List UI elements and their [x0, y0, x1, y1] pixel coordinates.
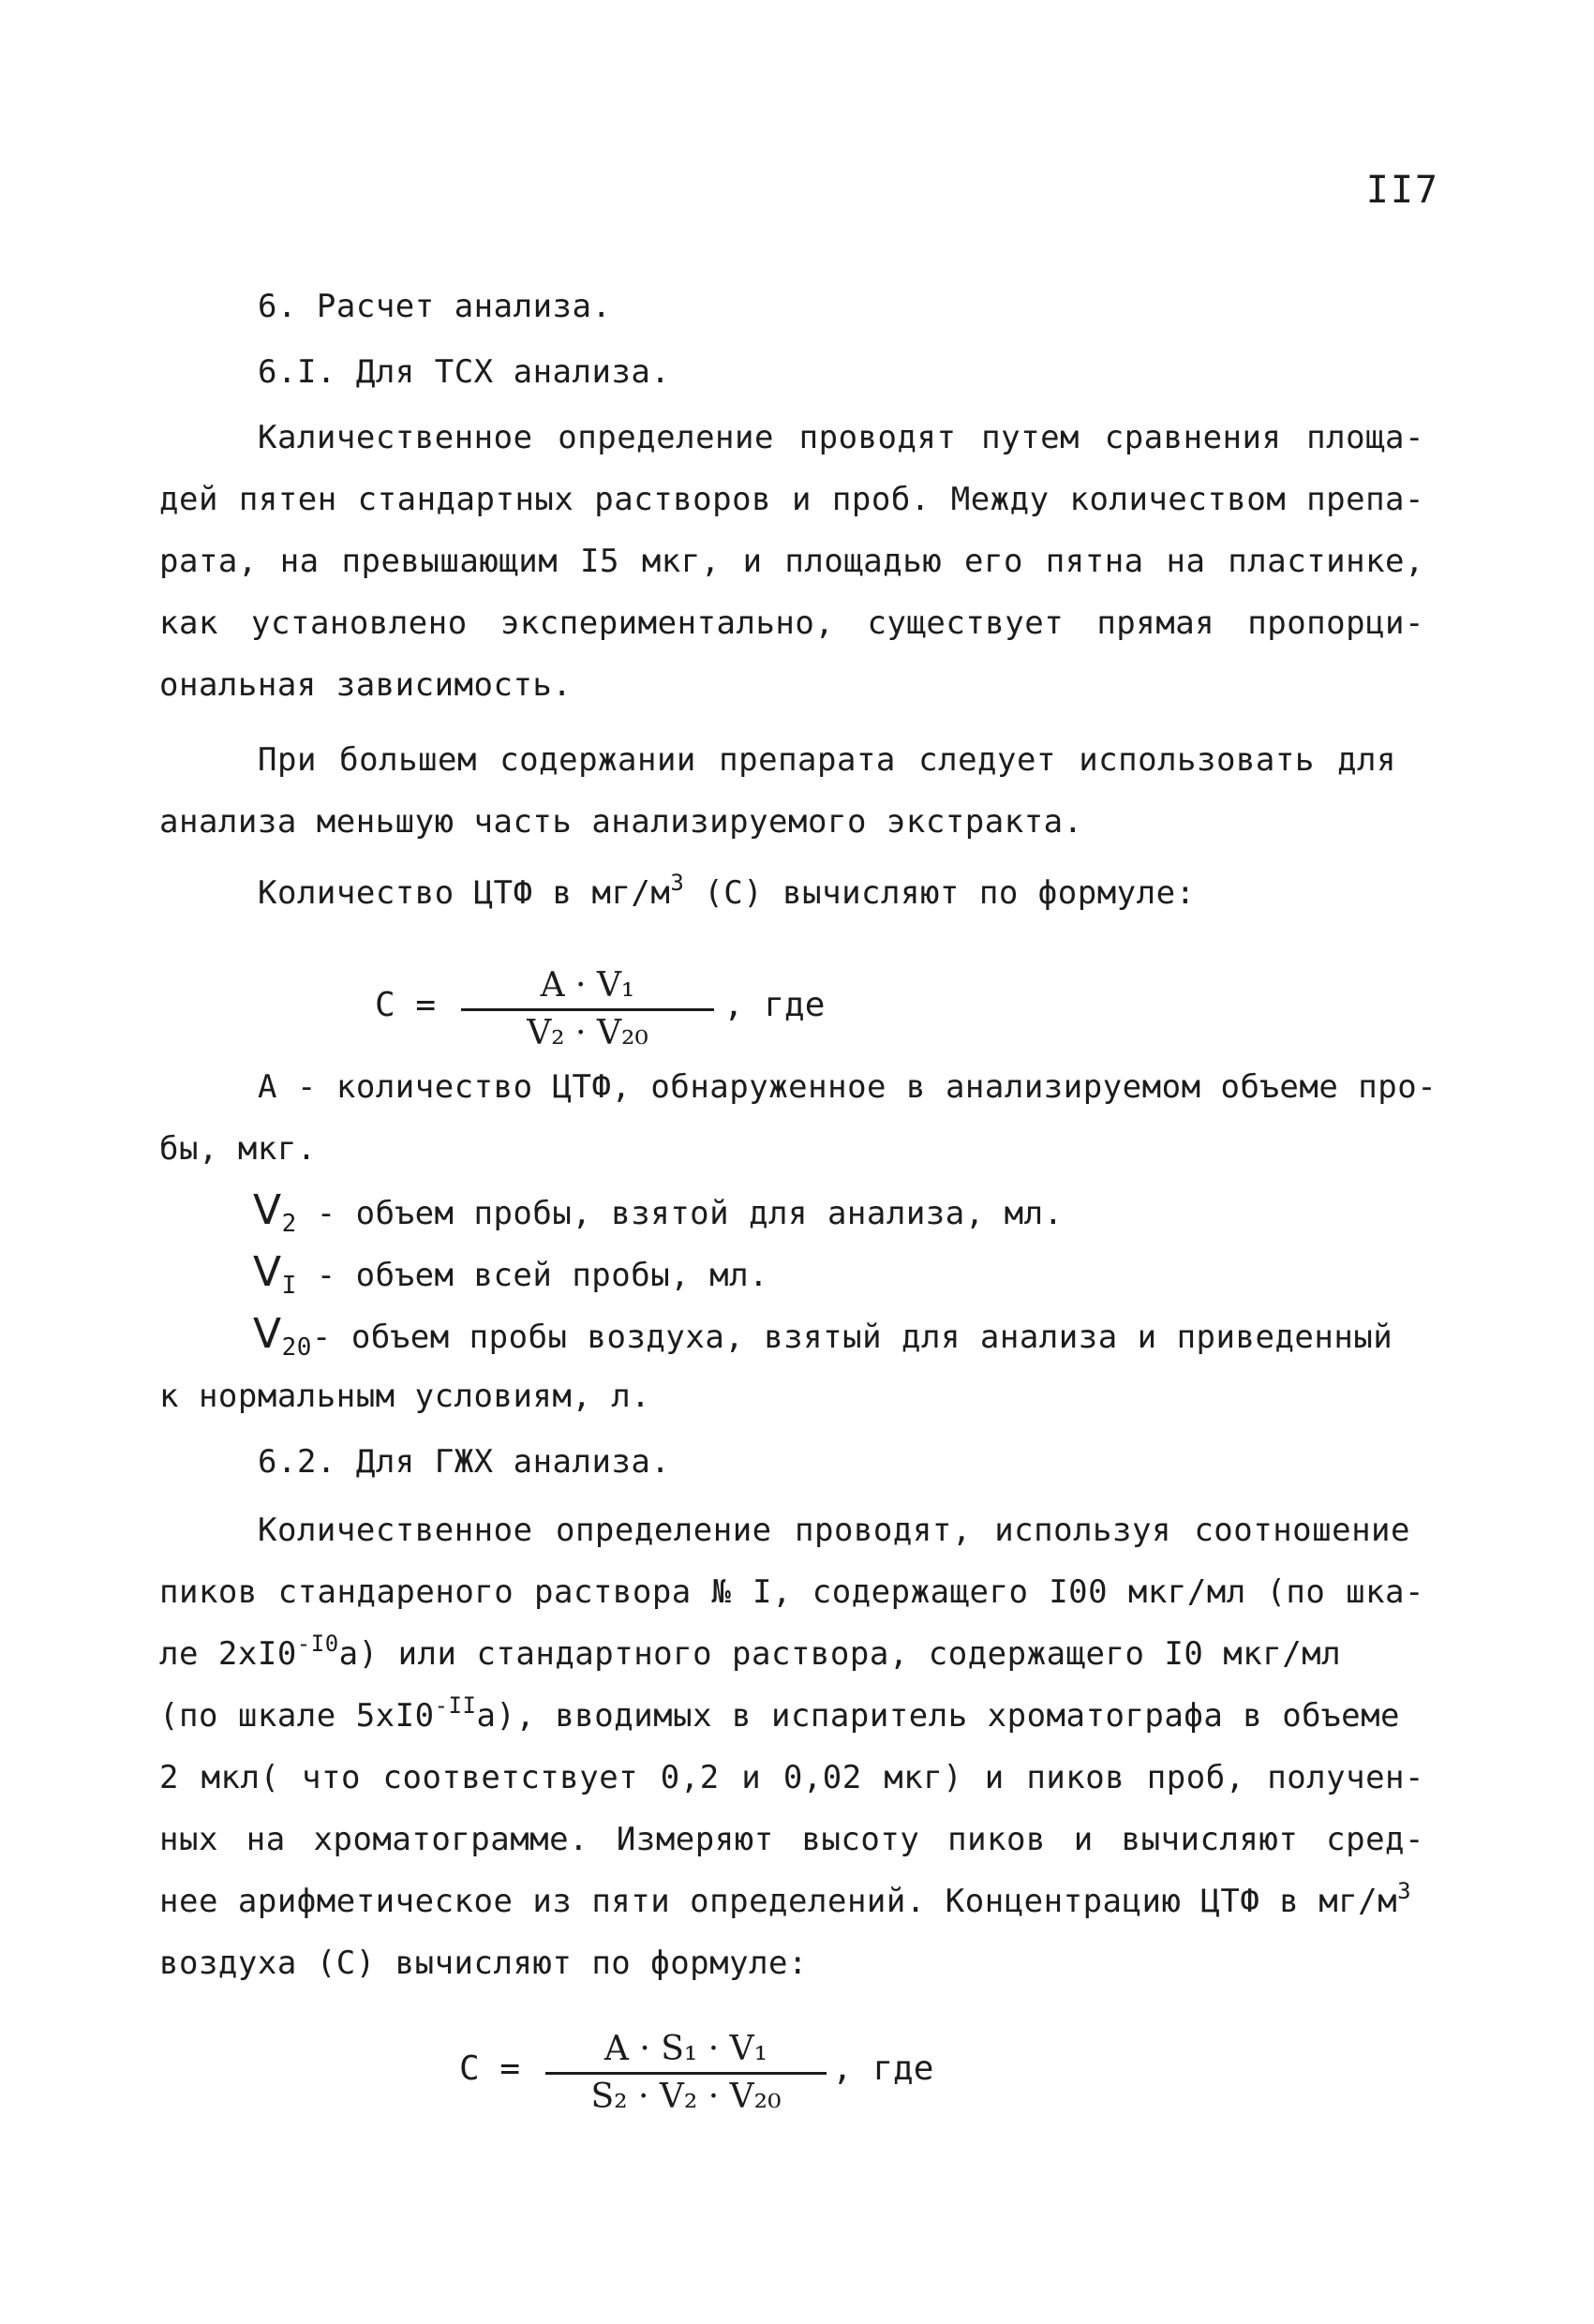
- symbol-v: V: [253, 1186, 282, 1234]
- formula-lhs: С =: [459, 2049, 521, 2088]
- formula-lhs: С =: [375, 986, 437, 1024]
- definition-text: - объем пробы, взятой для анализа, мл.: [296, 1195, 1064, 1232]
- text-run: нее арифметическое из пяти определений. Концентрацию ЦТФ в мг/м: [159, 1883, 1398, 1920]
- formula-suffix: , где: [723, 986, 826, 1024]
- text-run: (по шкале 5xI0: [159, 1697, 435, 1735]
- paragraph-line: анализа меньшую часть анализируемого экстракта.: [159, 803, 1083, 841]
- formula-intro-line: [258, 870, 1196, 912]
- symbol-subscript: 2: [281, 1210, 297, 1238]
- symbol-v: V: [253, 1310, 282, 1358]
- paragraph-line: как установлено экспериментально, существует прямая пропорци-: [159, 604, 1424, 642]
- definition-v20-cont: к нормальным условиям, л.: [159, 1378, 651, 1415]
- paragraph-line: рата, на превышающим I5 мкг, и площадью его пятна на пластинке,: [159, 543, 1424, 580]
- paragraph-line: 2 мкл( что соответствует 0,2 и 0,02 мкг) и пиков проб, получен-: [159, 1759, 1424, 1796]
- page-number: II7: [1365, 169, 1439, 212]
- paragraph-line: воздуха (С) вычисляют по формуле:: [159, 1944, 809, 1982]
- formula-numerator: A · V₁: [540, 966, 635, 1005]
- symbol-subscript: 20: [281, 1333, 312, 1362]
- formula-denominator: V₂ · V₂₀: [527, 1014, 648, 1052]
- formula-intro-text-cont: (С) вычисляют по формуле:: [684, 874, 1196, 912]
- text-run: а) или стандартного раствора, содержащего I0 мкг/мл: [338, 1635, 1342, 1673]
- formula-fraction: [545, 2029, 827, 2118]
- formula-denominator: S₂ · V₂ · V₂₀: [590, 2078, 782, 2116]
- definition-v20: [253, 1310, 1393, 1362]
- section-heading: 6. Расчет анализа.: [258, 288, 612, 325]
- paragraph-line: ональная зависимость.: [159, 666, 573, 704]
- exponent: 3: [1397, 1878, 1412, 1904]
- subsection-heading-glc: 6.2. Для ГЖХ анализа.: [258, 1443, 671, 1481]
- definition-a-line: бы, мкг.: [159, 1130, 317, 1168]
- paragraph-line: ных на хроматограмме. Измеряют высоту пиков и вычисляют сред-: [159, 1821, 1424, 1858]
- text-run: ле 2xI0: [159, 1635, 297, 1673]
- exponent: -II: [434, 1692, 477, 1719]
- paragraph-line: [159, 1878, 1412, 1920]
- paragraph-line: Количественное определение проводят, используя соотношение: [258, 1512, 1410, 1549]
- formula-suffix: , где: [832, 2049, 934, 2088]
- unit-exponent: 3: [670, 870, 685, 896]
- fraction-bar: [461, 1008, 714, 1011]
- symbol-v: V: [253, 1248, 282, 1296]
- symbol-subscript: I: [281, 1272, 297, 1300]
- definition-v1: [253, 1248, 769, 1300]
- fraction-bar: [545, 2072, 827, 2075]
- subsection-heading-tlc: 6.I. Для ТСХ анализа.: [258, 353, 671, 391]
- paragraph-line: пиков стандареного раствора № I, содержащего I00 мкг/мл (по шка-: [159, 1573, 1424, 1611]
- paragraph-line: [159, 1692, 1401, 1735]
- exponent: -I0: [296, 1631, 339, 1657]
- paragraph-line: Каличественное определение проводят путем сравнения площа-: [258, 419, 1424, 456]
- definition-text: - объем пробы воздуха, взятый для анализа и приведенный: [311, 1318, 1393, 1356]
- formula-numerator: A · S₁ · V₁: [603, 2030, 768, 2068]
- formula-intro-text: Количество ЦТФ в мг/м: [258, 874, 671, 912]
- paragraph-line: [159, 1631, 1342, 1673]
- paragraph-line: дей пятен стандартных растворов и проб. Между количеством препа-: [159, 481, 1424, 518]
- text-run: а), вводимых в испаритель хроматографа в объеме: [476, 1697, 1401, 1735]
- definition-text: - объем всей пробы, мл.: [296, 1257, 769, 1294]
- definition-v2: [253, 1186, 1064, 1238]
- paragraph-line: При большем содержании препарата следует использовать для: [258, 741, 1396, 779]
- formula-fraction: [461, 965, 714, 1054]
- definition-a-line: А - количество ЦТФ, обнаруженное в анализируемом объеме про-: [258, 1068, 1438, 1106]
